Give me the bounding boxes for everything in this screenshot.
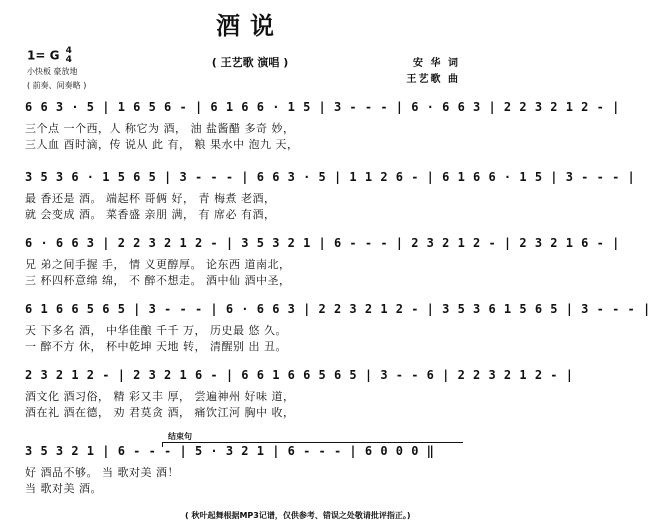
notation-row: 2 3 2 1 2 - | 2 3 2 1 6 - | 6 6 1 6 6 5 6 5 | 3 - - 6 | 2 2 3 2 1 2 - | [25, 368, 574, 382]
coda-label: 结束句 [168, 432, 192, 441]
key-signature [27, 47, 72, 65]
lyric-verse-1: 兄 弟之间手握 手， 情 义更醇厚。 论东西 道南北， [25, 258, 291, 271]
lyric-verse-2: 酒在礼 酒在德， 劝 君莫贪 酒， 痛饮江河 胸中 收， [25, 406, 295, 419]
transcription-footnote: ( 秋叶起舞根据MP3记谱，仅供参考、错误之处敬请批评指正。) [185, 511, 411, 520]
composer-credit: 王艺歌 曲 [406, 74, 460, 85]
lyricist-credit: 安 华 词 [413, 58, 460, 69]
lyric-verse-2: 一 醉不方 休， 杯中乾坤 天地 转， 清醒别 出 丑。 [25, 340, 287, 353]
notation-row: 6 1 6 6 5 6 5 | 3 - - - | 6 · 6 6 3 | 2 2 3 2 1 2 - | 3 5 3 6 1 5 6 5 | 3 - - - | [25, 302, 651, 316]
lyric-verse-2: 就 会变成 酒。 菜香盛 亲朋 满， 有 席必 有酒， [25, 208, 276, 221]
score-line-3 [25, 236, 620, 288]
score-line-6 [25, 444, 495, 496]
performer-subtitle: ( 王艺歌 演唱 ) [211, 56, 289, 69]
time-bottom: 4 [65, 55, 72, 65]
score-line-2 [25, 170, 636, 222]
notation-row: 6 · 6 6 3 | 2 2 3 2 1 2 - | 3 5 3 2 1 | 6 - - - | 2 3 2 1 2 - | 2 3 2 1 6 - | [25, 236, 620, 250]
score-line-1 [25, 100, 620, 152]
tempo-marking: 小快板 豪放地 [27, 67, 78, 76]
song-title: 酒说 [216, 11, 284, 40]
lyric-verse-2: 三 杯四杯意绵 绵， 不 醉不想走。 酒中仙 酒中圣， [25, 274, 291, 287]
lyric-verse-1: 好 酒品不够。 当 歌对美 酒！ [25, 466, 179, 479]
score-line-5 [25, 368, 574, 420]
score-line-4 [25, 302, 651, 354]
key-label: 1= G [27, 48, 60, 63]
lyric-verse-1: 酒文化 酒习俗， 精 彩又丰 厚， 尝遍神州 好味 道， [25, 390, 295, 403]
time-signature [66, 47, 72, 65]
notation-row: 6 6 3 · 5 | 1 6 5 6 - | 6 1 6 6 · 1 5 | 3 - - - | 6 · 6 6 3 | 2 2 3 2 1 2 - | [25, 100, 620, 114]
lyric-verse-2: 当 歌对美 酒。 [25, 482, 102, 495]
notation-row: 3 5 3 6 · 1 5 6 5 | 3 - - - | 6 6 3 · 5 | 1 1 2 6 - | 6 1 6 6 · 1 5 | 3 - - - | [25, 170, 636, 184]
lyric-verse-2: 三人血 酉时滴，传 说从 此 有， 粮 果水中 泡九 天， [25, 138, 299, 151]
notation-row: 3 5 3 2 1 | 6 - - - | 5 · 3 2 1 | 6 - - - | 6 0 0 0 ‖ [25, 444, 435, 458]
lyric-verse-1: 天 下多名 酒， 中华佳酿 千千 万， 历史最 悠 久。 [25, 324, 287, 337]
lyric-verse-1: 三个点 一个西，人 称它为 酒， 油 盐酱醋 多奇 妙， [25, 122, 295, 135]
intro-note: ( 前奏、间奏略 ) [27, 81, 87, 90]
lyric-verse-1: 最 香还是 酒。 端起杯 哥俩 好， 青 梅煮 老酒， [25, 192, 276, 205]
time-top: 4 [65, 46, 72, 56]
